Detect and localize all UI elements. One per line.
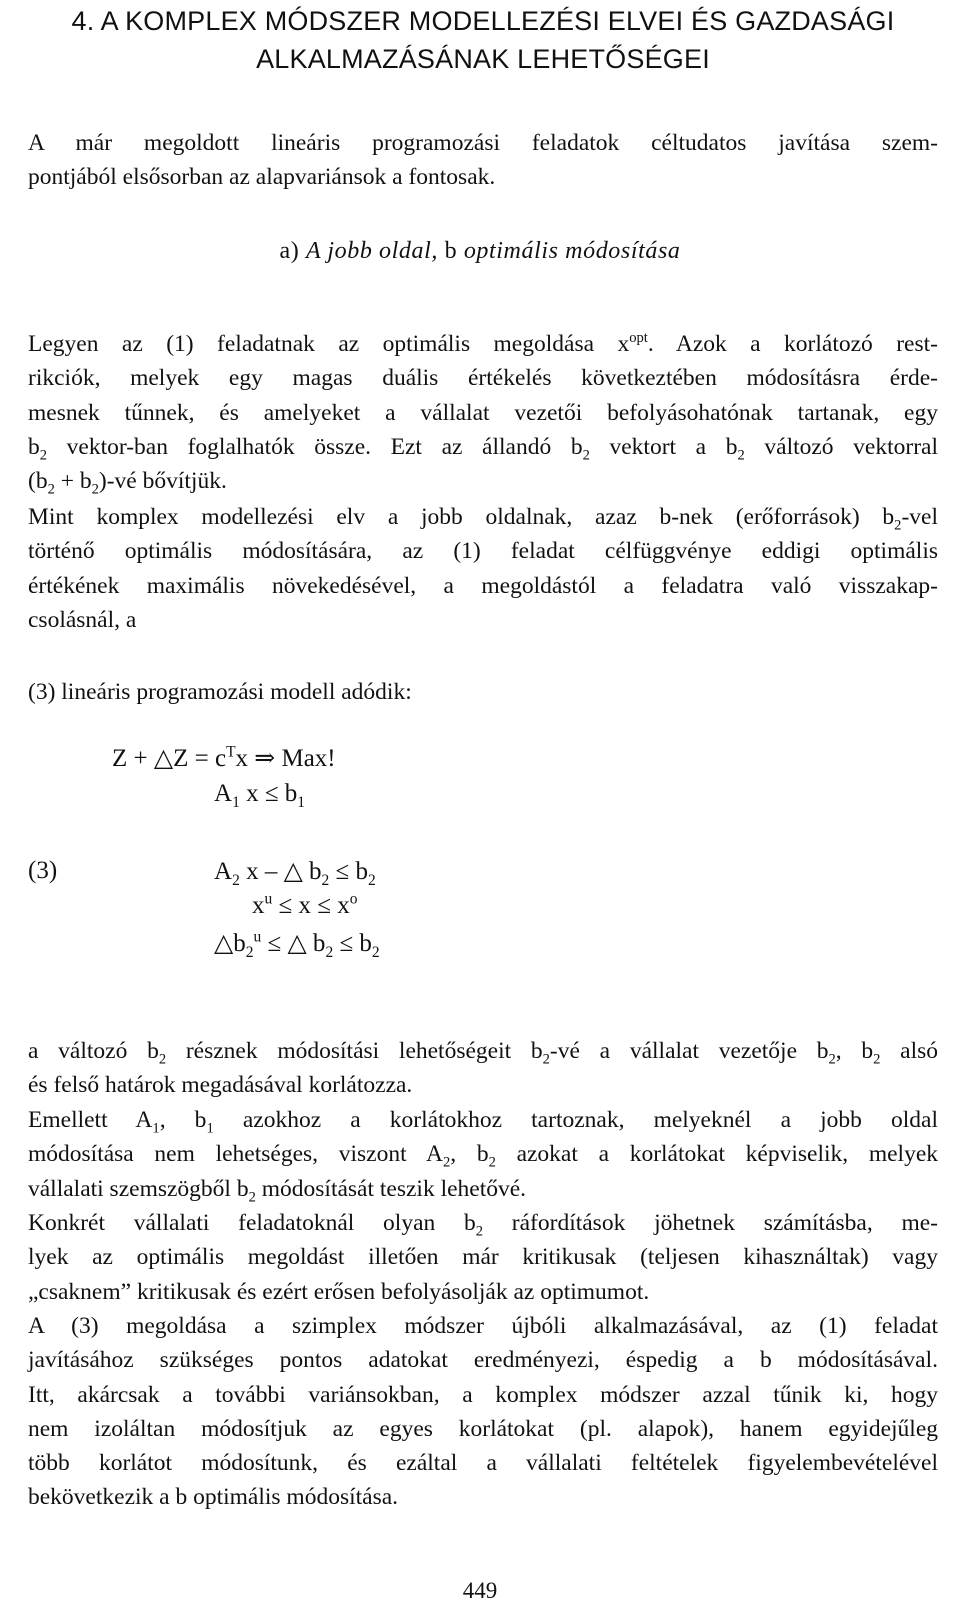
paragraph-1-line-4: $b_2$ vektor-ban foglalhatók össze. Ezt az állandó $b_2$ vektort a $b_2$ változó vektorral [28, 433, 938, 464]
paragraph-5-line-2: lyek az optimális megoldást illetően már kritikusak (teljesen kihasználtak) vagy [28, 1244, 938, 1271]
chapter-title-line-2: ALKALMAZÁSÁNAK LEHETŐSÉGEI [256, 44, 710, 74]
paragraph-4 [28, 1103, 938, 1206]
paragraph-3-line-1: a változó $b_2$ résznek módosítási lehetőségeit $b_2-vé$ a vállalat vezetője $b_2$, $b_2$ alsó [28, 1038, 938, 1068]
paragraph-1-line-3: mesnek tűnnek, és amelyeket a vállalat vezetői befolyásohatónak tartanak, egy [28, 399, 938, 426]
intro-paragraph [28, 126, 938, 195]
equation-constraint-2: $A_2$ x – △ $b_2 \le b_2$ [214, 858, 376, 889]
paragraph-1-line-2: rikciók, melyek egy magas duális értékelés következtében módosításra érde- [28, 365, 938, 392]
paragraph-4-line-3: vállalati szemszögből $b_2$ módosítását teszik lehetővé. [28, 1175, 527, 1206]
intro-line-2: pontjából elsősorban az alapvariánsok a fontosak. [28, 164, 496, 191]
paragraph-3 [28, 1034, 938, 1103]
paragraph-2-line-3: értékének maximális növekedésével, a megoldástól a feladatra való visszakap- [28, 572, 938, 599]
equation-bounds-x: $x^u \le x \le x^o$ [252, 890, 358, 919]
paragraph-6 [28, 1309, 938, 1515]
paragraph-5-line-1: Konkrét vállalati feladatoknál olyan $b_2$ ráfordítások jöhetnek számításba, me- [28, 1210, 938, 1240]
model-intro: (3) lineáris programozási modell adódik: [28, 679, 412, 705]
equation-objective: Z + △Z = $c^Tx$ ⇒ Max! [112, 743, 336, 772]
intro-line-1: A már megoldott lineáris programozási feladatok céltudatos javítása szem- [28, 130, 938, 156]
paragraph-2 [28, 500, 938, 637]
paragraph-5-line-3: „csaknem” kritikusak és ezért erősen befolyásolják az optimumot. [28, 1278, 650, 1305]
paragraph-6-line-3: Itt, akárcsak a további variánsokban, a komplex módszer azzal tűnik ki, hogy [28, 1381, 938, 1408]
paragraph-5 [28, 1206, 938, 1309]
paragraph-1-line-1: Legyen az (1) feladatnak az optimális megoldása $x^{opt}$. Azok a korlátozó rest- [28, 330, 938, 357]
paragraph-6-line-5: több korlátot módosítunk, és ezáltal a vállalati feltételek figyelembevételével [28, 1450, 938, 1477]
paragraph-4-line-2: módosítása nem lehetséges, viszont $A_2$, $b_2$ azokat a korlátokat képviselik, melyek [28, 1141, 939, 1171]
equation-label: (3) [28, 857, 58, 884]
paragraph-6-line-1: A (3) megoldása a szimplex módszer újbóli alkalmazásával, az (1) feladat [28, 1313, 938, 1339]
paragraph-3-line-2: és felső határok megadásával korlátozza. [28, 1072, 413, 1099]
section-heading-a: a) A jobb oldal, b optimális módosítása [279, 238, 681, 264]
equation-bounds-b: $\triangle b_2^u$ ≤ △ $b_2 \le b_2$ [214, 928, 380, 961]
paragraph-6-line-4: nem izoláltan módosítjuk az egyes korlátokat (pl. alapok), hanem egyidejűleg [28, 1415, 938, 1442]
page-number: 449 [462, 1578, 498, 1603]
equation-constraint-1: $A_1$ $x \le b_1$ [214, 780, 306, 811]
paragraph-1 [28, 327, 938, 498]
paragraph-2-line-4: csolásnál, a [28, 606, 137, 633]
paragraph-2-line-1: Mint komplex modellezési elv a jobb oldalnak, azaz b-nek (erőforrások) $b_2$-vel [28, 504, 938, 534]
chapter-title-line-1: 4. A KOMPLEX MÓDSZER MODELLEZÉSI ELVEI ÉS GAZDASÁGI [71, 6, 895, 36]
paragraph-2-line-2: történő optimális módosítására, az (1) feladat célfüggvénye eddigi optimális [28, 538, 938, 565]
paragraph-4-line-1: Emellett $A_1$, $b_1$ azokhoz a korlátokhoz tartoznak, melyeknél a jobb oldal [28, 1107, 938, 1137]
paragraph-6-line-2: javításához szükséges pontos adatokat eredményezi, éspedig a b módosításával. [28, 1347, 938, 1374]
paragraph-1-line-5: ($b_2$ + $b_2)-vé$ bővítjük. [28, 468, 227, 498]
paragraph-6-line-6: bekövetkezik a b optimális módosítása. [28, 1484, 399, 1511]
chapter-title [28, 2, 938, 78]
